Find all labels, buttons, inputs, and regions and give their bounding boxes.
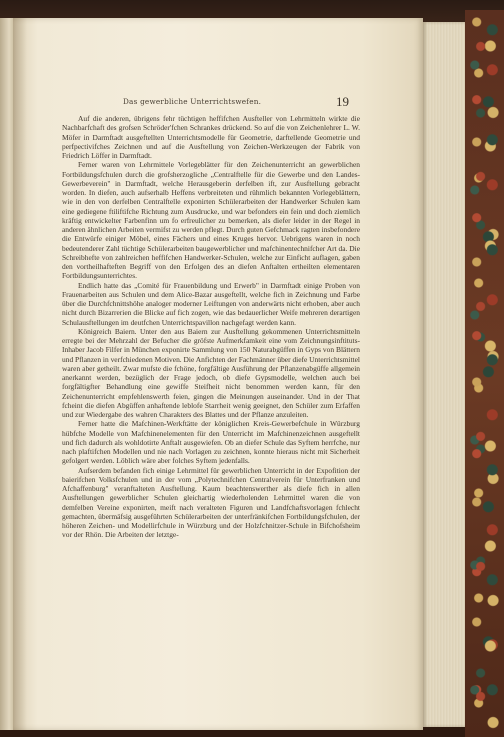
gutter-shadow xyxy=(13,18,27,730)
marbled-cover xyxy=(465,10,504,737)
facing-page-edge xyxy=(0,18,13,730)
paragraph: Endlich hatte das „Comité für Frauenbildung und Erwerb" in Darmftadt einige Proben von Frauenarbeiten aus Schulen und dem Alice-Bazar ausgeftellt, welche fich in Zeichnung und Farbe über die Durchfchnittshöhe analoger moderner Leiftungen von anderwärts nicht erhoben, aber auch nicht durch Bizarrerien die Blicke auf fich zogen, wie das bedauerlicher Weife mehreren derartigen Schulausftellungen im deutfchen Unterrichtspavillon nachgefagt werden kann. xyxy=(62,280,360,327)
paragraph: Auf die anderen, übrigens fehr tüchtigen heffifchen Ausfteller von Lehrmitteln wirkte die Nachbarfchaft des grofsen Schröder'fchen Schrankes drückend. So auf die von Zeichenlehrer L. W. Möfer in Darmftadt ausgeftellten Unterrichtsmodelle für Geometrie, darftellende Geometrie und perfpectivifches Zeichnen und auf die Ausftellung von Zeichen-Werkzeugen der Fabrik von Friedrich Löffer in Darmftadt. xyxy=(62,114,360,160)
paragraph: Aufserdem befanden fich einige Lehrmittel für gewerblichen Unterricht in der Expofition der baierifchen Volksfchulen und in der vom „Polytechnifchen Centralverein für Unterfranken und Afchaffenburg" veranftalteten Ausftellung. Kaum beachtenswerther als diefe fich in allen Ausftellungen gewerblicher Schulen gleichartig wiederholenden Lehrmittel waren die von demfelben Vereine exponirten, meift nach veralteten Figuren und Landfchaftsvorlagen fchlecht gemachten, übermäfsig ausgeführten Schülerarbeiten der unterfränkifchen Fortbildungsfchulen, der höheren Zeichen- und Modellirfchule in Würzburg und der Holzfchnitzer-Schule in Bifchofsheim vor der Rhön. Die Arbeiten der letztge- xyxy=(62,465,360,540)
body-text xyxy=(62,114,360,540)
running-header: Das gewerbliche Unterrichtswefen. xyxy=(123,97,262,106)
paragraph: Königreich Baiern. Unter den aus Baiern zur Ausftellung gekommenen Unterrichtsmitteln erregte bei der Mehrzahl der Befucher die gröfste Aufmerkfamkeit eine vom Zeichnungsinftituts-Inhaber Jacob Filfer in München exponirte Sammlung von 150 Naturabgüffen in Gyps von Blättern und Pflanzen in verfchiedenen Motiven. Die Anfichten der Fachmänner über diefe Unterrichtsmittel waren aber getheilt. Zwar mufste die fchöne, forgfältige Ausführung der Pflanzenabgüffe allgemein anerkannt werden, bezüglich der Frage jedoch, ob diefe Gypsmodelle, welchen auch bei forgfältigfter Behandlung eine gewiffe Steifheit nicht benommen werden kann, für den Zeichenunterricht empfehlenswerth feien, gingen die Meinungen auseinander. Und in der That fcheint die diefen Abgüffen anhaftende leblofe Starrheit wenig geeignet, den Schüler zum Erfaffen und zur Wiedergabe des wahren Charakters des Blattes und der Pflanze anzuleiten. xyxy=(62,326,360,419)
paragraph: Ferner waren von Lehrmittele Vorlegeblätter für den Zeichenunterricht an gewerblichen Fortbildungsfchulen durch die grofsherzogliche „Centralftelle für die Gewerbe und den Landes-Gewerbeverein" in Darmftadt, welche Herausgeberin derfelben ift, zur Ausftellung gebracht worden. In diefen, auch aufserhalb Heffens verbreiteten und rühmlich bekannten Vorlegeblättern, wie in den von derfelben Centralftelle exponirten Schülerarbeiten der Handwerker Schulen kam eine gediegene ftiliftifche Richtung zum Ausdrucke, und war befonders ein fein und doch ziemlich kräftig entwickelter Farbenfinn um fo erfreulicher zu bemerken, als diefer leider in der Regel in anderen ähnlichen Arbeiten vermifst zu werden pflegt. Durch guten Gefchmack ragten insbefondere die Entwürfe einiger Möbel, eines Fächers und eines Kruges hervor. Uebrigens waren in noch bedeutenderer Zahl tüchtige Schülerarbeiten baugewerblicher und mafchinentechnifcher Art da. Die Schreibhefte von zahlreichen heffifchen Handwerker-Schulen, welche zur Einficht auflagen, gaben den vortheilhafteften Begriff von den Erfolgen des an diefen Anftalten ertheilten elementaren Fortbildungsunterrichtes. xyxy=(62,160,360,281)
page-number: 19 xyxy=(336,94,349,109)
page-edges xyxy=(423,22,465,727)
paragraph: Ferner hatte die Mafchinen-Werkftätte der königlichen Kreis-Gewerbefchule in Würzburg hübfche Modelle von Mafchinenelementen für den Unterricht im Mafchinenzeichnen ausgeftellt und fich dadurch als wohldotirte Anftalt ausgewiefen. Ob an diefer Schule das Syftem herrfche, nur nach plaftifchen Modellen und nie nach Vorlagen zu zeichnen, konnte hieraus nicht mit Sicherheit gefolgert werden. Löblich wäre aber folches Syftem jedenfalls. xyxy=(62,419,360,466)
